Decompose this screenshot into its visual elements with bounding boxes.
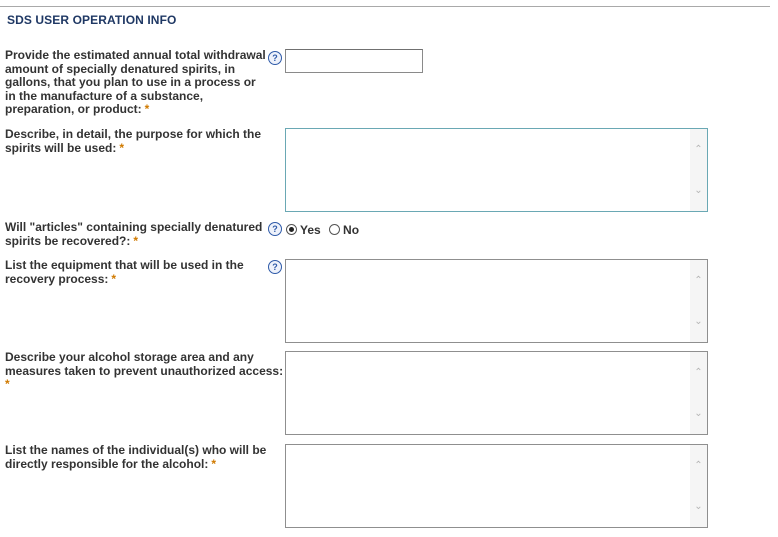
annual-withdrawal-label	[5, 49, 267, 117]
scrollbar[interactable]	[690, 352, 707, 434]
no-radio-label[interactable]: No	[343, 222, 360, 237]
purpose-label-text: Describe, in detail, the purpose for which the spirits will be used:	[5, 127, 262, 155]
scrollbar[interactable]	[690, 129, 707, 211]
required-asterisk: *	[5, 377, 10, 392]
yes-radio[interactable]	[286, 224, 297, 235]
required-asterisk: *	[144, 102, 150, 117]
help-icon[interactable]: ?	[268, 222, 282, 236]
required-asterisk: *	[111, 271, 117, 286]
scroll-down-icon[interactable]: ⌄	[694, 316, 703, 327]
purpose-textarea[interactable]	[285, 128, 708, 212]
annual-withdrawal-label-text: Provide the estimated annual total withdrawal amount of specially denatured spirits, in gallons, that you plan to use in a process or in the manufacture of a substance, preparation, or product:	[5, 48, 266, 117]
annual-withdrawal-input[interactable]	[285, 49, 423, 73]
scroll-down-icon[interactable]: ⌄	[694, 185, 703, 196]
storage-area-textarea[interactable]	[285, 351, 708, 435]
scroll-down-icon[interactable]: ⌄	[694, 501, 703, 512]
responsible-individuals-textarea-input[interactable]	[286, 445, 690, 527]
articles-recovered-radio-group	[286, 222, 364, 236]
scroll-up-icon[interactable]: ⌃	[694, 144, 703, 155]
yes-radio-label[interactable]: Yes	[300, 222, 321, 237]
recovery-equipment-textarea-input[interactable]	[286, 260, 690, 342]
purpose-label	[5, 128, 267, 155]
storage-area-textarea-input[interactable]	[286, 352, 690, 434]
scrollbar[interactable]	[690, 260, 707, 342]
section-title: SDS USER OPERATION INFO	[7, 13, 177, 27]
purpose-textarea-input[interactable]	[286, 129, 690, 211]
articles-recovered-label-text: Will "articles" containing specially denatured spirits be recovered?:	[5, 220, 263, 248]
scroll-up-icon[interactable]: ⌃	[694, 367, 703, 378]
help-icon[interactable]: ?	[268, 260, 282, 274]
responsible-individuals-textarea[interactable]	[285, 444, 708, 528]
no-radio[interactable]	[329, 224, 340, 235]
storage-area-label	[5, 351, 290, 392]
recovery-equipment-label	[5, 259, 267, 286]
scroll-down-icon[interactable]: ⌄	[694, 408, 703, 419]
scroll-up-icon[interactable]: ⌃	[694, 460, 703, 471]
responsible-individuals-label	[5, 444, 267, 471]
responsible-individuals-label-text: List the names of the individual(s) who will be directly responsible for the alcohol:	[5, 443, 267, 471]
help-icon[interactable]: ?	[268, 51, 282, 65]
required-asterisk: *	[133, 233, 139, 248]
section-divider	[0, 6, 770, 7]
storage-area-label-text: Describe your alcohol storage area and any measures taken to prevent unauthorized access:	[5, 350, 284, 378]
scroll-up-icon[interactable]: ⌃	[694, 275, 703, 286]
recovery-equipment-label-text: List the equipment that will be used in the recovery process:	[5, 258, 244, 286]
recovery-equipment-textarea[interactable]	[285, 259, 708, 343]
scrollbar[interactable]	[690, 445, 707, 527]
required-asterisk: *	[211, 456, 217, 471]
articles-recovered-label	[5, 221, 267, 248]
required-asterisk: *	[119, 140, 125, 155]
